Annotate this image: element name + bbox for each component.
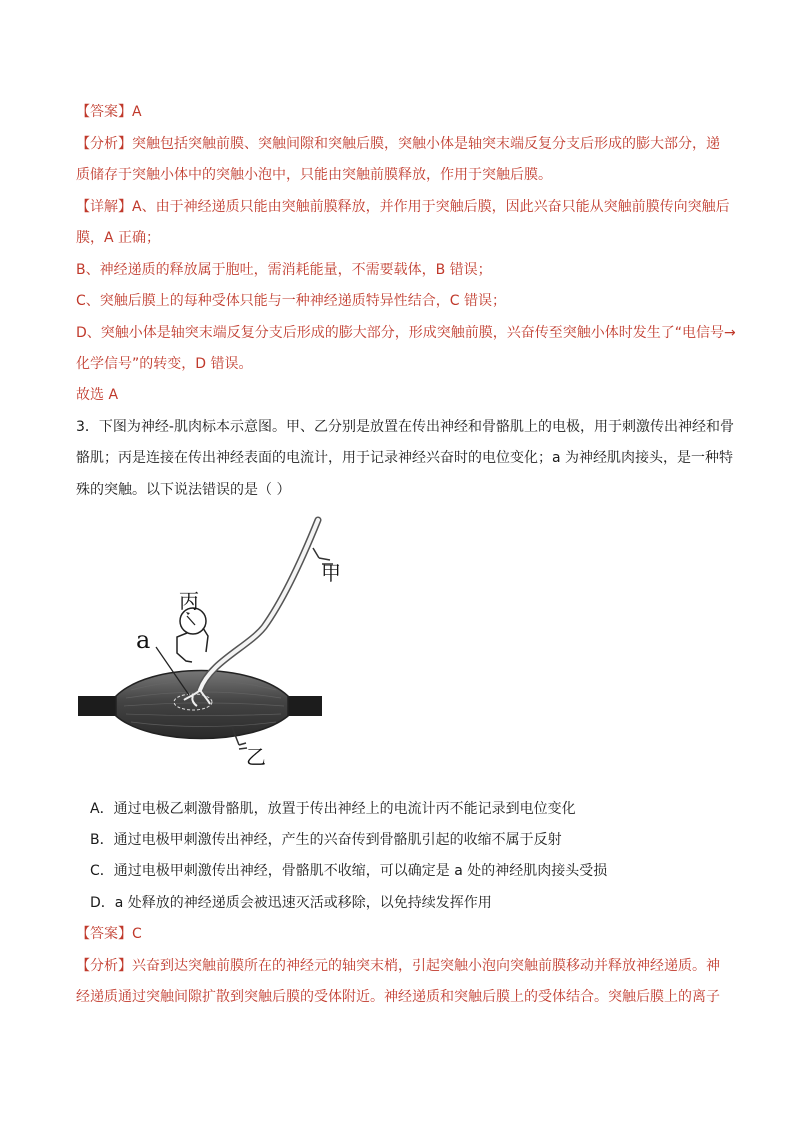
tendon-left (78, 696, 118, 716)
analysis-text: 兴奋到达突触前膜所在的神经元的轴突末梢，引起突触小泡向突触前膜移动并释放神经递质。神 (132, 958, 720, 974)
analysis-line-3a (76, 956, 726, 976)
tendon-right (284, 696, 322, 716)
detail-line-b: B、神经递质的释放属于胞吐，需消耗能量，不需要载体，B 错误； (76, 262, 492, 278)
efferent-nerve (200, 520, 318, 690)
option-a: A．通过电极乙刺激骨骼肌，放置于传出神经上的电流计丙不能记录到电位变化 (90, 801, 576, 817)
nerve-muscle-diagram (76, 512, 376, 774)
answer-line-3 (76, 924, 726, 944)
answer-value: C (132, 926, 142, 942)
detail-line-c: C、突触后膜上的每种受体只能与一种神经递质特异性结合，C 错误； (76, 293, 506, 309)
detail-tag: 【详解】 (76, 199, 132, 215)
analysis-line-2: 质储存于突触小体中的突触小泡中，只能由突触前膜释放，作用于突触后膜。 (76, 167, 552, 183)
analysis-tag: 【分析】 (76, 958, 132, 974)
answer-tag: 【答案】 (76, 104, 132, 120)
option-c: C．通过电极甲刺激传出神经，骨骼肌不收缩，可以确定是 a 处的神经肌肉接头受损 (90, 863, 608, 879)
analysis-line-3b: 经递质通过突触间隙扩散到突触后膜的受体附近。神经递质和突触后膜上的受体结合。突触后膜上的离子 (76, 989, 720, 1005)
analysis-text: 突触包括突触前膜、突触间隙和突触后膜，突触小体是轴突末端反复分支后形成的膨大部分，递 (132, 136, 720, 152)
question-line-2: 骼肌；丙是连接在传出神经表面的电流计，用于记录神经兴奋时的电位变化；a 为神经肌肉接头，是一种特 (76, 450, 734, 466)
detail-text: A、由于神经递质只能由突触前膜释放，并作用于突触后膜，因此兴奋只能从突触前膜传向突触后 (132, 199, 730, 215)
answer-value: A (132, 104, 142, 120)
detail-line-d1: D、突触小体是轴突末端反复分支后形成的膨大部分，形成突触前膜，兴奋传至突触小体时发生了“电信号→ (76, 325, 736, 341)
option-d: D．a 处释放的神经递质会被迅速灭活或移除，以免持续发挥作用 (90, 895, 492, 911)
detail-line-2: 膜，A 正确； (76, 230, 161, 246)
answer-tag: 【答案】 (76, 926, 132, 942)
label-jia: 甲 (321, 561, 341, 585)
conclusion-line: 故选 A (76, 387, 119, 403)
analysis-line-1 (76, 134, 726, 154)
detail-line-d2: 化学信号”的转变，D 错误。 (76, 356, 253, 372)
analysis-tag: 【分析】 (76, 136, 132, 152)
answer-line-1 (76, 102, 726, 122)
question-line-3: 殊的突触。以下说法错误的是（ ） (76, 482, 291, 498)
label-yi: 乙 (246, 745, 266, 769)
label-a: a (136, 626, 151, 654)
option-b: B．通过电极甲刺激传出神经，产生的兴奋传到骨骼肌引起的收缩不属于反射 (90, 832, 562, 848)
detail-line-1 (76, 197, 730, 217)
label-bing: 丙 (179, 589, 199, 613)
question-line-1: 3．下图为神经-肌肉标本示意图。甲、乙分别是放置在传出神经和骨骼肌上的电极，用于刺激传出神经和骨 (76, 419, 734, 435)
